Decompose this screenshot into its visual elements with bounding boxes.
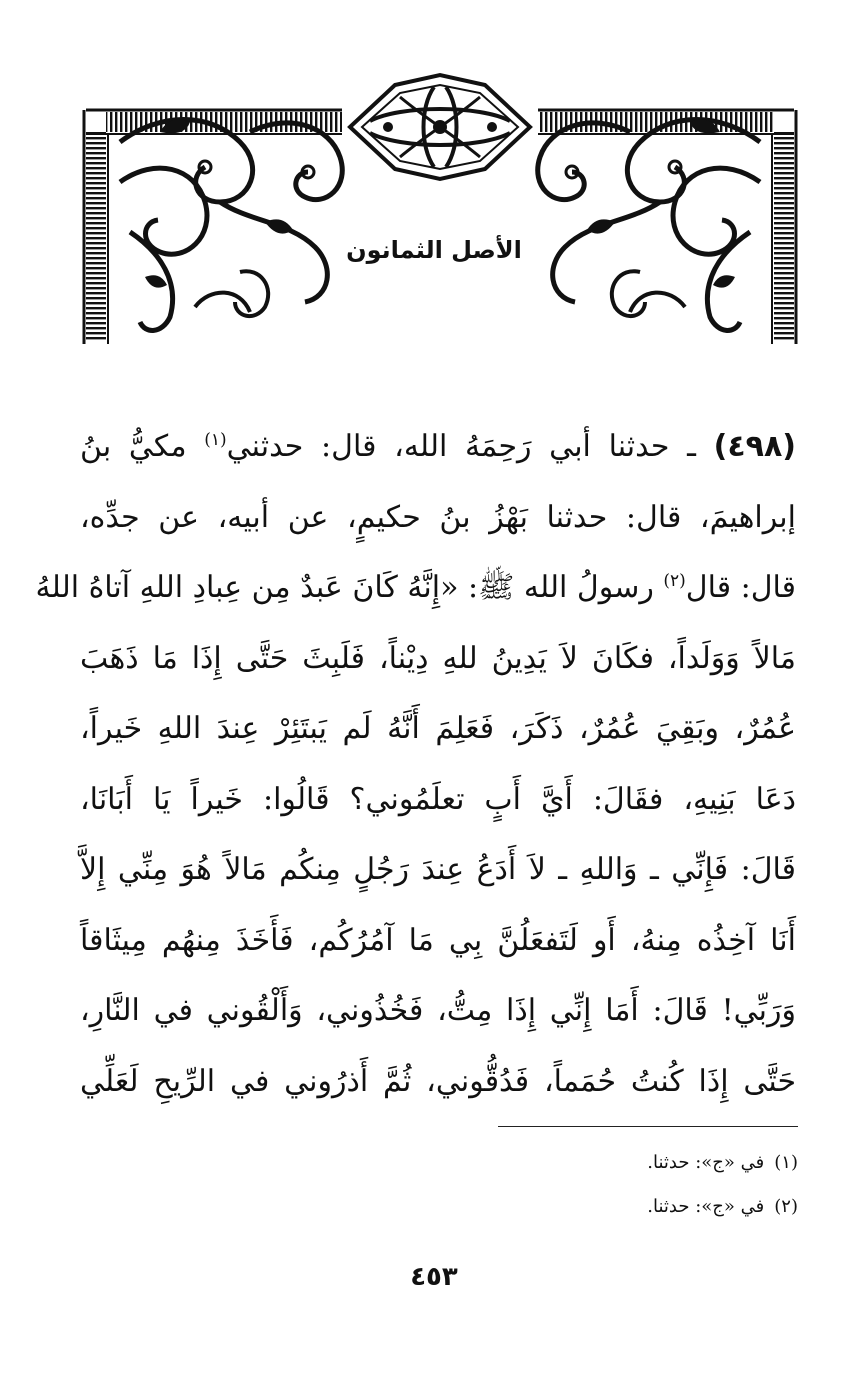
footnote-divider bbox=[498, 1126, 798, 1127]
text-line: قَالَ: فَإِنِّي ـ وَاللهِ ـ لاَ أَدَعُ عِندَ رَجُلٍ مِنكُم مَالاً هُوَ مِنِّي إِلاَّ bbox=[80, 852, 796, 887]
text-line: دَعَا بَنِيهِ، فقَالَ: أَيَّ أَبٍ تعلَمُوني؟ قَالُوا: خَيراً يَا أَبَانَا، bbox=[80, 781, 796, 817]
text-line: (٤٩٨) ـ حدثنا أبي رَحِمَهُ الله، قال: حدثني$^{(١)}$ مكيُّ بنُ bbox=[80, 429, 796, 464]
hadith-number: (٤٩٨) bbox=[713, 429, 796, 464]
footnote-marker: (٢) bbox=[663, 571, 686, 591]
footnote bbox=[647, 1152, 798, 1173]
page-number: ٤٥٣ bbox=[410, 1262, 458, 1292]
footnote-marker: (١) bbox=[204, 430, 227, 450]
text-line: قال: قال$^{(٢)}$ رسولُ الله ﷺ: «إِنَّهُ كَانَ عَبدٌ مِن عِبادِ اللهِ آتاهُ اللهُ bbox=[35, 570, 796, 605]
footnote bbox=[647, 1196, 798, 1217]
footnote-number: (١) bbox=[774, 1152, 798, 1173]
text-line: عُمُرٌ، وبَقِيَ عُمُرٌ، ذَكَرَ، فَعَلِمَ أَنَّهُ لَم يَبتَئِرْ عِندَ اللهِ خَيراً، bbox=[80, 711, 796, 746]
footnote-number: (٢) bbox=[774, 1196, 798, 1217]
text-line: أَنَا آخِذُه مِنهُ، أَو لَتَفعَلُنَّ بِي مَا آمُرُكُم، فَأَخَذَ مِنهُم مِيثَاقاً bbox=[80, 922, 796, 958]
text-line: إبراهيمَ، قال: حدثنا بَهْزُ بنُ حكيمٍ، عن أبيه، عن جدِّه، bbox=[80, 499, 796, 535]
footnote-text: في «ج»: حدثنا. bbox=[647, 1152, 765, 1173]
header-ornament bbox=[80, 72, 800, 352]
text-line: وَرَبِّي! قَالَ: أَمَا إِنِّي إِذَا مِتُّ، فَخُذُوني، وَأَلْقُوني في النَّارِ، bbox=[80, 993, 796, 1028]
chapter-title: الأصل الثمانون bbox=[346, 236, 522, 264]
hadith-text bbox=[35, 412, 796, 1117]
text-line: حَتَّى إِذَا كُنتُ حُمَماً، فَدُقُّوني، ثُمَّ أَذرُوني في الرِّيحِ لَعَلِّي bbox=[80, 1063, 796, 1099]
text-line: مَالاً وَوَلَداً، فكَانَ لاَ يَدِينُ للهِ دِيْناً، فَلَبِثَ حَتَّى إِذَا مَا ذَهَبَ bbox=[80, 640, 796, 676]
footnote-text: في «ج»: حدثنا. bbox=[647, 1196, 765, 1217]
